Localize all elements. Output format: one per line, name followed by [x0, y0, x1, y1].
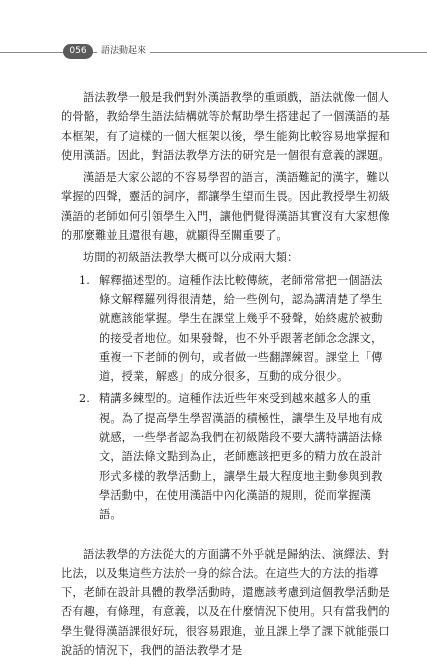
page-number-badge: 056	[63, 44, 93, 59]
paragraph-3: 坊間的初級語法教學大概可以分成兩大類：	[83, 251, 299, 265]
list-item-text: 精講多練型的。這種作法近些年來受到越來越多人的重視。為了提高學生學習漢語的積極性，讓學生及早地有成就感，一些學者認為我們在初級階段不要大講特講語法條文，語法條文點到為止，老師應該把更多的精力放在設計形式多樣的教學活動上，讓學生最大程度地主動參與到教學活動中，在使用漢語中內化漢語的規則，從而掌握漢語。	[99, 392, 383, 522]
paragraph-1: 語法教學一般是我們對外漢語教學的重頭戲，語法就像一個人的骨骼，教給學生語法結構就等於幫助學生搭建起了一個漢語的基本框架，有了這樣的一個大框架以後，學生能夠比較容易地掌握和使用漢語。因此，對語法教學方法的研究是一個很有意義的課題。	[61, 91, 390, 162]
list-item-number: 1.	[79, 273, 90, 287]
paragraph-2: 漢語是大家公認的不容易學習的語言，漢語難記的漢字，難以掌握的四聲，靈活的詞序，都讓學生望而生畏。因此教授學生初級漢語的老師如何引領學生入門，讓他們覺得漢語其實沒有大家想像的那麼難並且還很有趣，就顯得至關重要了。	[61, 171, 390, 243]
list-item	[61, 271, 391, 387]
page-header	[0, 44, 427, 60]
page-body	[61, 88, 391, 660]
method-list	[61, 271, 391, 525]
list-item-text: 解釋描述型的。這種作法比較傳統，老師常常把一個語法條文解釋羅列得很清楚，給一些例句，認為講清楚了學生就應該能掌握。學生在課堂上幾乎不發聲，始終處於被動的接受者地位。如果發聲，也不外乎跟著老師念念課文，重複一下老師的例句，或者做一些翻譯練習。課堂上「傳道，授業，解惑」的成分很多，互動的成分很少。	[99, 273, 383, 384]
running-title: 語法動起來	[97, 44, 150, 59]
list-item	[61, 389, 391, 524]
list-item-number: 2.	[79, 392, 90, 406]
paragraph-4: 語法教學的方法從大的方面講不外乎就是歸納法、演繹法、對比法，以及集這些方法於一身的綜合法。在這些大的方法的指導下，老師在設計具體的教學活動時，還應該考慮到這個教學活動是否有趣，有條理，有意義，以及在什麼情況下使用。只有當我們的學生覺得漢語課很好玩，很容易跟進，並且課上學了課下就能張口說話的情況下，我們的語法教學才是	[61, 547, 390, 658]
